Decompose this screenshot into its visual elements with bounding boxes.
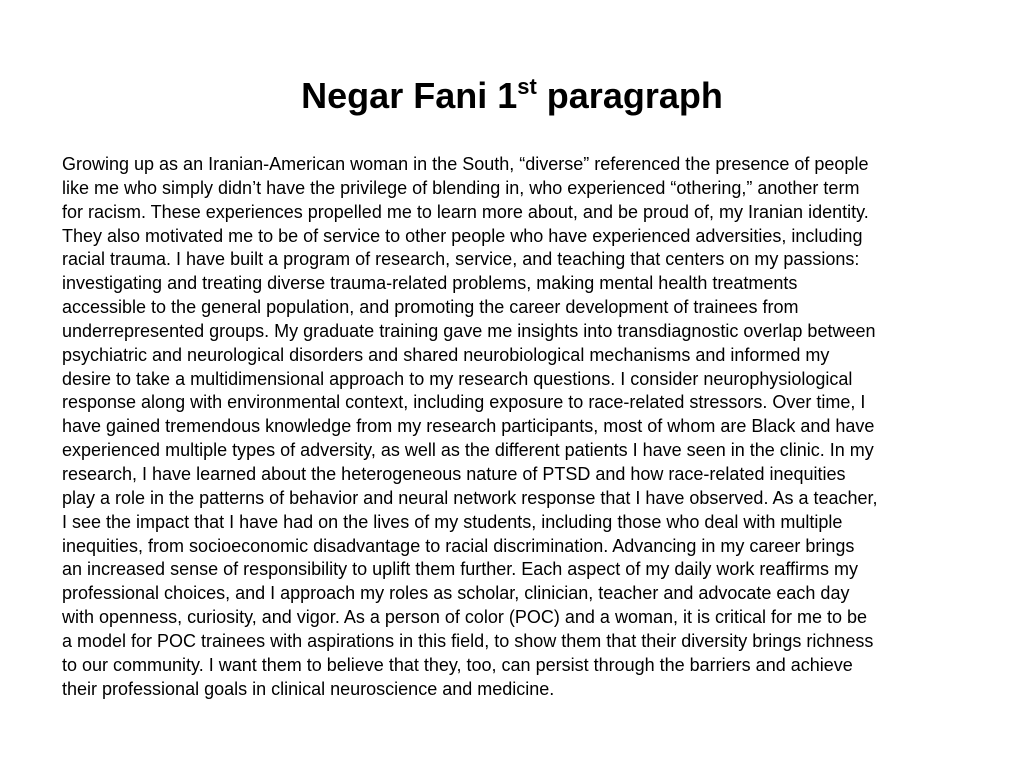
paragraph-line: desire to take a multidimensional approach to my research questions. I consider neurophysiological	[62, 368, 853, 389]
paragraph-line: I see the impact that I have had on the lives of my students, including those who deal with multiple	[62, 511, 843, 532]
paragraph-line: their professional goals in clinical neuroscience and medicine.	[62, 678, 555, 699]
paragraph-line: research, I have learned about the heterogeneous nature of PTSD and how race-related inequities	[62, 463, 846, 484]
paragraph-line: They also motivated me to be of service to other people who have experienced adversities, including	[62, 225, 863, 246]
paragraph-line: an increased sense of responsibility to uplift them further. Each aspect of my daily work reaffirms my	[62, 559, 859, 580]
paragraph-line: a model for POC trainees with aspirations in this field, to show them that their diversity brings richness	[62, 630, 874, 651]
paragraph-line: with openness, curiosity, and vigor. As a person of color (POC) and a woman, it is critical for me to be	[62, 607, 868, 628]
paragraph-line: response along with environmental context, including exposure to race-related stressors. Over time, I	[62, 392, 866, 413]
paragraph-line: to our community. I want them to believe that they, too, can persist through the barriers and achieve	[62, 654, 853, 675]
slide-title	[0, 72, 1024, 120]
title-main: Negar Fani 1	[301, 75, 518, 116]
paragraph-line: for racism. These experiences propelled me to learn more about, and be proud of, my Iranian identity.	[62, 201, 869, 222]
paragraph-line: racial trauma. I have built a program of research, service, and teaching that centers on my passions:	[62, 249, 860, 270]
paragraph-line: play a role in the patterns of behavior and neural network response that I have observed. As a teacher,	[62, 487, 878, 508]
paragraph-line: inequities, from socioeconomic disadvantage to racial discrimination. Advancing in my career brings	[62, 535, 855, 556]
paragraph-line: accessible to the general population, and promoting the career development of trainees from	[62, 297, 799, 318]
paragraph-line: have gained tremendous knowledge from my research participants, most of whom are Black and have	[62, 416, 875, 437]
body-paragraph	[62, 153, 967, 701]
paragraph-line: experienced multiple types of adversity, as well as the different patients I have seen in the clinic. In my	[62, 440, 874, 461]
paragraph-line: professional choices, and I approach my roles as scholar, clinician, teacher and advocate each day	[62, 583, 850, 604]
paragraph-line: Growing up as an Iranian-American woman in the South, “diverse” referenced the presence of people	[62, 154, 869, 174]
paragraph-line: like me who simply didn’t have the privilege of blending in, who experienced “othering,” another term	[62, 177, 860, 198]
title-superscript: st	[517, 74, 537, 99]
paragraph-line: underrepresented groups. My graduate training gave me insights into transdiagnostic overlap between	[62, 320, 876, 341]
paragraph-line: investigating and treating diverse trauma-related problems, making mental health treatments	[62, 273, 798, 294]
title-tail: paragraph	[536, 75, 723, 116]
paragraph-line: psychiatric and neurological disorders and shared neurobiological mechanisms and informed my	[62, 344, 830, 365]
